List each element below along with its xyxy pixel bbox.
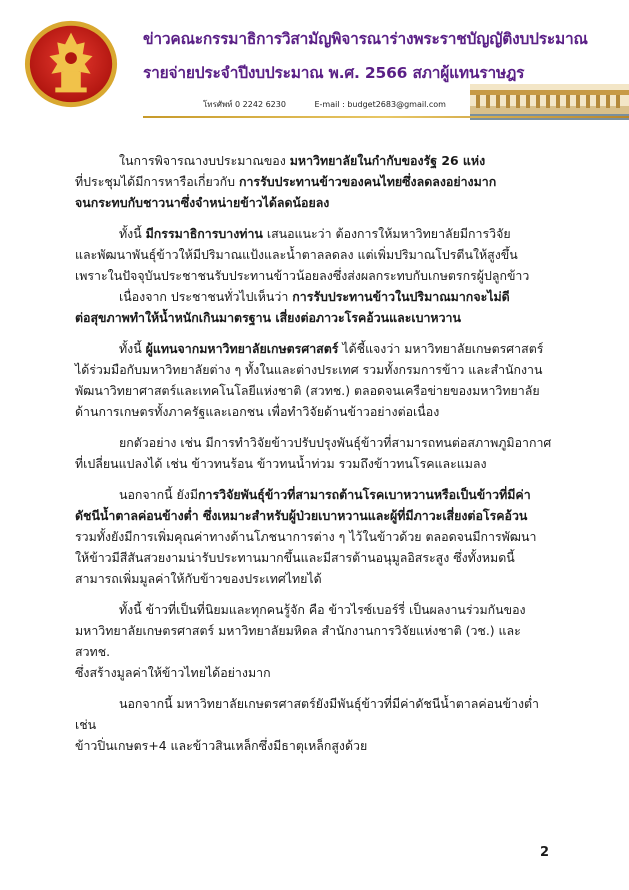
- text-line: [75, 505, 557, 526]
- text-line: [75, 453, 557, 474]
- text-line: [75, 286, 557, 307]
- text-run: และพัฒนาพันธุ์ข้าวให้มีปริมาณแป้งและน้ำตาลลดลง แต่เพิ่มปริมาณโปรตีนให้สูงขึ้น: [75, 247, 518, 262]
- text-run: เพราะในปัจจุบันประชาชนรับประทานข้าวน้อยลงซึ่งส่งผลกระทบกับเกษตรกรผู้ปลูกข้าว: [75, 268, 530, 283]
- text-run: พัฒนาวิทยาศาสตร์และเทคโนโลยีแห่งชาติ (สวทช.) ตลอดจนเครือข่ายของมหาวิทยาลัย: [75, 383, 540, 398]
- text-line: [75, 223, 557, 244]
- text-line: [75, 401, 557, 422]
- text-run: ทั้งนี้ ข้าวที่เป็นที่นิยมและทุกคนรู้จัก คือ ข้าวไรซ์เบอร์รี่ เป็นผลงานร่วมกันของ: [119, 602, 526, 617]
- text-line: [75, 359, 557, 380]
- text-line: [75, 547, 557, 568]
- paragraph: [75, 693, 557, 756]
- text-line: [75, 244, 557, 265]
- text-line: [75, 171, 557, 192]
- text-run: ได้ร่วมมือกับมหาวิทยาลัยต่าง ๆ ทั้งในและต่างประเทศ รวมทั้งกรมการข้าว และสำนักงาน: [75, 362, 543, 377]
- header-title-line1: ข่าวคณะกรรมาธิการวิสามัญพิจารณาร่างพระราชบัญญัติงบประมาณ: [143, 30, 588, 48]
- text-line: [75, 307, 557, 328]
- text-run: ที่เปลี่ยนแปลงได้ เช่น ข้าวทนร้อน ข้าวทนน้ำท่วม รวมถึงข้าวทนโรคและแมลง: [75, 456, 487, 471]
- text-line: [75, 150, 557, 171]
- text-run: รวมทั้งยังมีการเพิ่มคุณค่าทางด้านโภชนาการต่าง ๆ ไว้ในข้าวด้วย ตลอดจนมีการพัฒนา: [75, 529, 537, 544]
- text-line: [75, 338, 557, 359]
- header-email: E-mail : budget2683@gmail.com: [314, 100, 446, 109]
- paragraph: [75, 484, 557, 589]
- text-line: [75, 484, 557, 505]
- article-body: [75, 150, 557, 766]
- bold-text: การวิจัยพันธุ์ข้าวที่สามารถต้านโรคเบาหวานหรือเป็นข้าวที่มีค่า: [198, 487, 531, 502]
- page-number: 2: [540, 845, 550, 860]
- paragraph: [75, 150, 557, 213]
- text-line: [75, 599, 557, 620]
- text-line: [75, 693, 557, 735]
- bold-text: จนกระทบกับชาวนาซึ่งจำหน่ายข้าวได้ลดน้อยลง: [75, 195, 330, 210]
- text-run: นอกจากนี้ ยังมี: [119, 487, 199, 502]
- parliament-emblem-icon: [22, 12, 120, 112]
- text-run: เสนอแนะว่า ต้องการให้มหาวิทยาลัยมีการวิจัย: [262, 226, 511, 241]
- text-run: ในการพิจารณางบประมาณของ: [119, 153, 290, 168]
- text-run: นอกจากนี้ มหาวิทยาลัยเกษตรศาสตร์ยังมีพันธุ์ข้าวที่มีค่าดัชนีน้ำตาลค่อนข้างต่ำ เช่น: [75, 696, 540, 732]
- text-run: ได้ชี้แจงว่า มหาวิทยาลัยเกษตรศาสตร์: [338, 341, 544, 356]
- paragraph: [75, 432, 557, 474]
- text-line: [75, 380, 557, 401]
- text-run: ด้านการเกษตรทั้งภาครัฐและเอกชน เพื่อทำวิจัยด้านข้าวอย่างต่อเนื่อง: [75, 404, 440, 419]
- bold-text: การรับประทานข้าวของคนไทยซึ่งลดลงอย่างมาก: [238, 174, 497, 189]
- paragraph: [75, 599, 557, 683]
- paragraph: [75, 223, 557, 286]
- text-run: เนื่องจาก ประชาชนทั่วไปเห็นว่า: [119, 289, 293, 304]
- paragraph: [75, 286, 557, 328]
- text-run: ซึ่งสร้างมูลค่าให้ข้าวไทยได้อย่างมาก: [75, 665, 271, 680]
- bold-text: มีกรรมาธิการบางท่าน: [145, 226, 263, 241]
- text-run: สามารถเพิ่มมูลค่าให้กับข้าวของประเทศไทยได้: [75, 571, 322, 586]
- text-run: ยกตัวอย่าง เช่น มีการทำวิจัยข้าวปรับปรุงพันธุ์ข้าวที่สามารถทนต่อสภาพภูมิอากาศ: [119, 435, 552, 450]
- document-header: [0, 0, 629, 128]
- bold-text: มหาวิทยาลัยในกำกับของรัฐ 26 แห่ง: [289, 153, 486, 168]
- text-line: [75, 265, 557, 286]
- text-line: [75, 620, 557, 662]
- text-line: [75, 432, 557, 453]
- text-run: ข้าวปิ่นเกษตร+4 และข้าวสินเหล็กซึ่งมีธาตุเหล็กสูงด้วย: [75, 738, 368, 753]
- text-run: ทั้งนี้: [119, 226, 146, 241]
- text-line: [75, 568, 557, 589]
- bold-text: ดัชนีน้ำตาลค่อนข้างต่ำ ซึ่งเหมาะสำหรับผู้ป่วยเบาหวานและผู้ที่มีภาวะเสี่ยงต่อโรคอ้วน: [75, 508, 528, 523]
- text-line: [75, 526, 557, 547]
- bold-text: การรับประทานข้าวในปริมาณมากจะไม่ดี: [292, 289, 510, 304]
- text-run: ที่ประชุมได้มีการหารือเกี่ยวกับ: [75, 174, 239, 189]
- bold-text: ผู้แทนจากมหาวิทยาลัยเกษตรศาสตร์: [145, 341, 339, 356]
- text-line: [75, 662, 557, 683]
- text-run: ทั้งนี้: [119, 341, 146, 356]
- paragraph: [75, 338, 557, 422]
- header-phone: โทรศัพท์ 0 2242 6230: [203, 100, 286, 109]
- parliament-building-illustration: [470, 84, 629, 120]
- bold-text: ต่อสุขภาพทำให้น้ำหนักเกินมาตรฐาน เสี่ยงต่อภาวะโรคอ้วนและเบาหวาน: [75, 310, 461, 325]
- text-run: ให้ข้าวมีสีสันสวยงามน่ารับประทานมากขึ้นและมีสารต้านอนุมูลอิสระสูง ซึ่งทั้งหมดนี้: [75, 550, 515, 565]
- header-divider: [143, 116, 629, 118]
- text-run: มหาวิทยาลัยเกษตรศาสตร์ มหาวิทยาลัยมหิดล สำนักงานการวิจัยแห่งชาติ (วช.) และ สวทช.: [75, 623, 521, 659]
- text-line: [75, 735, 557, 756]
- header-title-line2: รายจ่ายประจำปีงบประมาณ พ.ศ. 2566 สภาผู้แทนราษฎร: [143, 64, 525, 82]
- text-line: [75, 192, 557, 213]
- header-contact: [203, 98, 472, 111]
